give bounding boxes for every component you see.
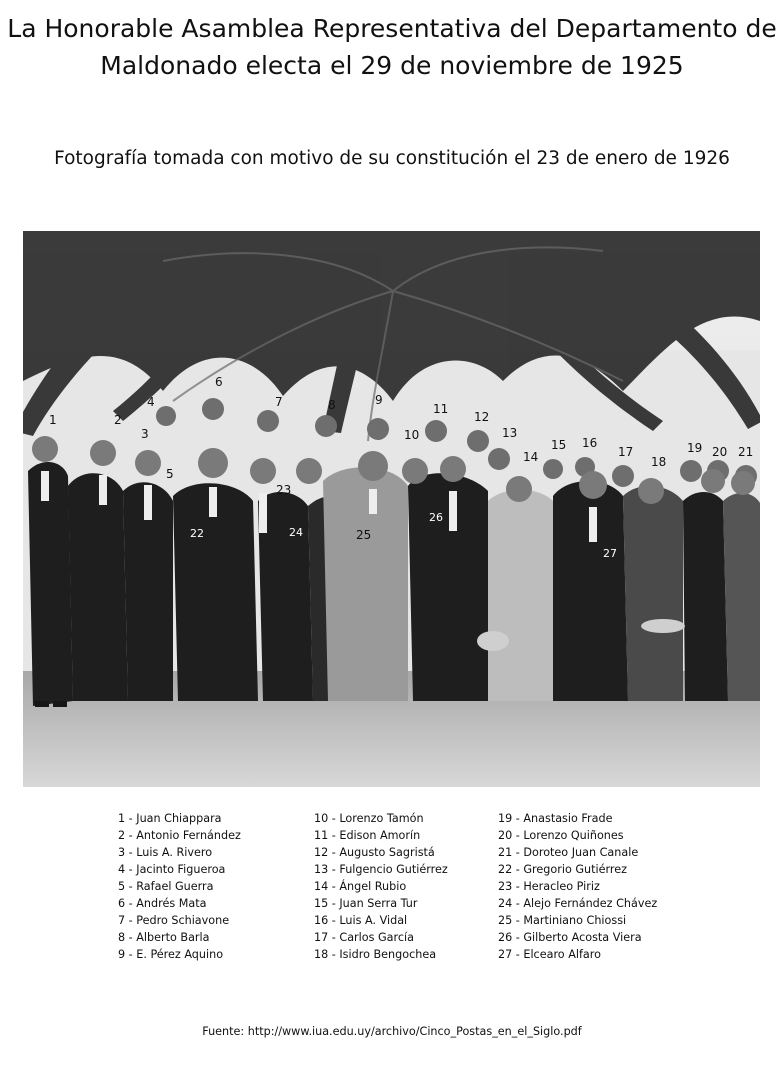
legend-entry: 3 - Luis A. Rivero bbox=[118, 846, 213, 859]
legend-entry: 8 - Alberto Barla bbox=[118, 931, 210, 944]
photo-illustration bbox=[23, 231, 760, 787]
photo-number-2: 2 bbox=[114, 413, 122, 427]
photo-number-8: 8 bbox=[328, 398, 336, 412]
photo-number-26: 26 bbox=[429, 511, 443, 524]
legend-entry: 7 - Pedro Schiavone bbox=[118, 914, 230, 927]
legend-column-2 bbox=[314, 810, 448, 963]
source-credit: Fuente: http://www.iua.edu.uy/archivo/Cinco_Postas_en_el_Siglo.pdf bbox=[202, 1025, 582, 1038]
photo-number-7: 7 bbox=[275, 395, 283, 409]
legend-entry: 24 - Alejo Fernández Chávez bbox=[498, 897, 658, 910]
legend-entry: 14 - Ángel Rubio bbox=[314, 880, 407, 893]
legend-entry: 19 - Anastasio Frade bbox=[498, 812, 613, 825]
legend-entry: 6 - Andrés Mata bbox=[118, 897, 207, 910]
page-title bbox=[0, 10, 784, 84]
photo-number-21: 21 bbox=[738, 445, 754, 459]
legend-entry: 1 - Juan Chiappara bbox=[118, 812, 222, 825]
legend-entry: 26 - Gilberto Acosta Viera bbox=[498, 931, 642, 944]
photo-number-4: 4 bbox=[147, 395, 155, 409]
photo-caption: Fotografía tomada con motivo de su constitución el 23 de enero de 1926 bbox=[54, 148, 730, 169]
photo-number-3: 3 bbox=[141, 427, 149, 441]
legend-entry: 16 - Luis A. Vidal bbox=[314, 914, 408, 927]
legend-column-3 bbox=[498, 810, 657, 963]
legend-entry: 2 - Antonio Fernández bbox=[118, 829, 241, 842]
legend-entry: 12 - Augusto Sagristá bbox=[314, 846, 435, 859]
legend-entry: 15 - Juan Serra Tur bbox=[314, 897, 418, 910]
photo-number-13: 13 bbox=[502, 426, 518, 440]
legend-entry: 25 - Martiniano Chiossi bbox=[498, 914, 627, 927]
title-line-2: Maldonado electa el 29 de noviembre de 1925 bbox=[100, 51, 684, 80]
photo-number-15: 15 bbox=[551, 438, 567, 452]
legend-column-1 bbox=[118, 810, 241, 963]
legend-entry: 23 - Heracleo Piriz bbox=[498, 880, 600, 893]
legend-entry: 11 - Edison Amorín bbox=[314, 829, 421, 842]
legend-entry: 21 - Doroteo Juan Canale bbox=[498, 846, 639, 859]
photo-number-22: 22 bbox=[190, 527, 204, 540]
photo-number-18: 18 bbox=[651, 455, 667, 469]
legend-entry: 18 - Isidro Bengochea bbox=[314, 948, 437, 961]
group-photograph bbox=[23, 231, 760, 787]
photo-number-25: 25 bbox=[356, 528, 372, 542]
photo-number-12: 12 bbox=[474, 410, 490, 424]
legend-entry: 17 - Carlos García bbox=[314, 931, 414, 944]
photo-number-10: 10 bbox=[404, 428, 420, 442]
photo-number-11: 11 bbox=[433, 402, 449, 416]
legend-entry: 10 - Lorenzo Tamón bbox=[314, 812, 424, 825]
legend-entry: 9 - E. Pérez Aquino bbox=[118, 948, 224, 961]
photo-number-17: 17 bbox=[618, 445, 634, 459]
legend-entry: 20 - Lorenzo Quiñones bbox=[498, 829, 624, 842]
legend-entry: 5 - Rafael Guerra bbox=[118, 880, 214, 893]
photo-number-23: 23 bbox=[276, 483, 292, 497]
photo-number-14: 14 bbox=[523, 450, 539, 464]
legend-entry: 27 - Elcearo Alfaro bbox=[498, 948, 601, 961]
legend-entry: 13 - Fulgencio Gutiérrez bbox=[314, 863, 448, 876]
legend-entry: 4 - Jacinto Figueroa bbox=[118, 863, 226, 876]
photo-number-6: 6 bbox=[215, 375, 223, 389]
photo-number-9: 9 bbox=[375, 393, 383, 407]
legend-entry: 22 - Gregorio Gutiérrez bbox=[498, 863, 627, 876]
title-line-1: La Honorable Asamblea Representativa del Departamento de bbox=[7, 14, 777, 43]
photo-number-16: 16 bbox=[582, 436, 598, 450]
photo-number-1: 1 bbox=[49, 413, 57, 427]
photo-number-5: 5 bbox=[166, 467, 174, 481]
photo-number-24: 24 bbox=[289, 526, 303, 539]
photo-number-20: 20 bbox=[712, 445, 728, 459]
photo-number-19: 19 bbox=[687, 441, 703, 455]
photo-number-27: 27 bbox=[603, 547, 617, 560]
